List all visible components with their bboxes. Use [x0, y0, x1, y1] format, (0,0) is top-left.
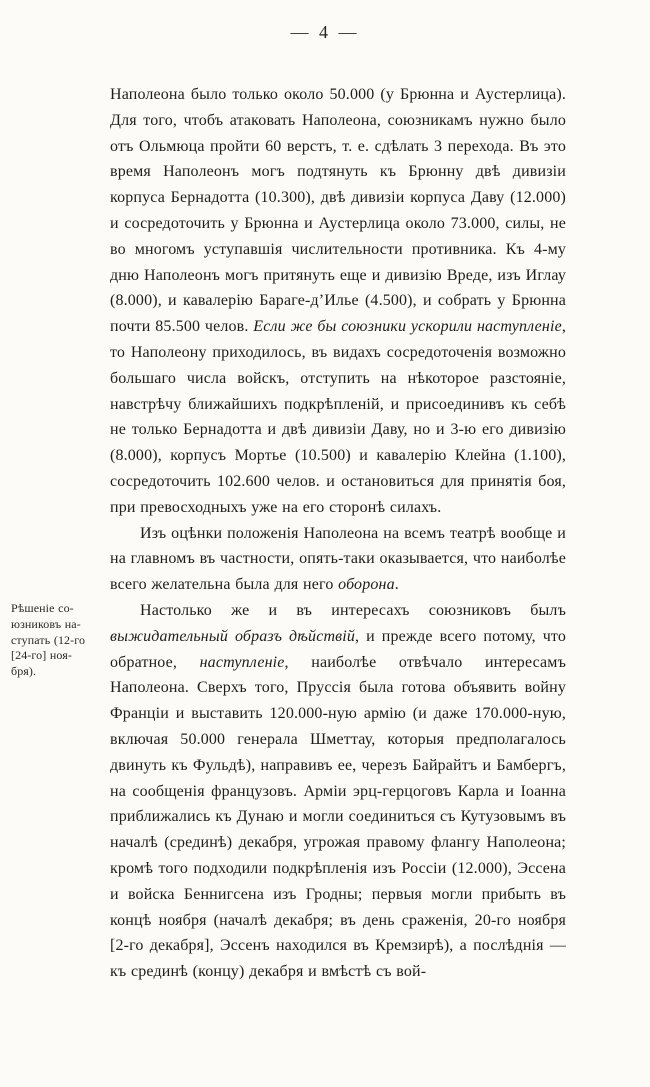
text-run: Настолько же и въ интересахъ союзниковъ былъ	[140, 601, 566, 619]
margin-note-line: [24-го] ноя-	[11, 648, 73, 663]
margin-note-line: ступать (12-го	[11, 632, 86, 647]
text-run: .	[394, 576, 399, 594]
paragraph-1	[110, 82, 566, 521]
text-run-italic: выжидательный образъ дѣйствій	[110, 627, 356, 645]
margin-note-line: Рѣшеніе со-	[11, 600, 74, 615]
text-run-italic: оборона	[338, 576, 395, 594]
paragraph-3-with-sidenote	[11, 598, 566, 985]
margin-note-line: бря).	[11, 664, 37, 679]
text-run-italic: Если же бы союзники ускорили наступленіе	[253, 318, 562, 336]
text-run: , то Наполеону приходилось, въ видахъ сосредоточенія возможно большаго числа войскъ, отступить на нѣкоторое разстояніе, навстрѣчу ближайшихъ подкрѣпленій, и присоединивъ къ себѣ не только Бернадотта и двѣ дивизіи Даву, но и 3-ю его дивизію (8.000), корпусъ Мортье (10.500) и кавалерію Клейна (1.100), сосредоточить 102.600 челов. и остановиться для принятія боя, при превосходныхъ уже на его сторонѣ силахъ.	[110, 318, 567, 516]
paragraph-2	[110, 521, 566, 598]
margin-note	[11, 601, 105, 680]
page-number	[0, 22, 650, 43]
page-number-text: — 4 —	[290, 22, 360, 42]
text-run: Изъ оцѣнки положенія Наполеона на всемъ театрѣ вообще и на главномъ въ частности, опять-таки оказывается, что наиболѣе всего желательна была для него	[110, 524, 566, 594]
text-run: , наиболѣе отвѣчало интересамъ Наполеона. Сверхъ того, Пруссія была готова объявить войну Франціи и выставить 120.000-ную армію (и даже 170.000-ную, включая 50.000 генерала Шметтау, которыя предполагалось двинуть къ Фульдѣ), направивъ ее, черезъ Байрайтъ и Бамбергъ, на сообщенія французовъ. Арміи эрц-герцоговъ Карла и Іоанна приближались къ Дунаю и могли соединиться съ Кутузовымъ въ началѣ (срединѣ) декабря, угрожая правому флангу Наполеона; кромѣ того подходили подкрѣпленія изъ Россіи (12.000), Эссена и войска Беннигсена изъ Гродны; первыя могли прибыть въ концѣ ноября (началѣ декабря; въ день сраженія, 20-го ноября [2-го декабря], Эссенъ находился въ Кремзирѣ), а послѣднія — къ срединѣ (концу) декабря и вмѣстѣ съ вой-	[110, 653, 566, 981]
text-run: , и прежде всего потому, что обратное,	[110, 627, 566, 671]
text-run: Наполеона было только около 50.000 (у Брюнна и Аустерлица). Для того, чтобъ атаковать Наполеона, союзникамъ нужно было отъ Ольмюца пройти 60 верстъ, т. е. сдѣлать 3 перехода. Въ это время Наполеонъ могъ подтянуть къ Брюнну двѣ дивизіи корпуса Бернадотта (10.300), двѣ дивизіи корпуса Даву (12.000) и сосредоточить у Брюнна и Аустерлица около 73.000, силы, не во многомъ уступавшія числительности противника. Къ 4-му дню Наполеонъ могъ притянуть еще и дивизію Вреде, изъ Иглау (8.000), и кавалерію Бараге-д’Илье (4.500), и собрать у Брюнна почти 85.500 челов.	[110, 86, 566, 336]
text-run-italic: наступленіе	[199, 653, 285, 671]
margin-note-line: юзниковъ на-	[11, 616, 81, 631]
text-column	[11, 82, 567, 985]
paragraph-3	[110, 598, 566, 985]
